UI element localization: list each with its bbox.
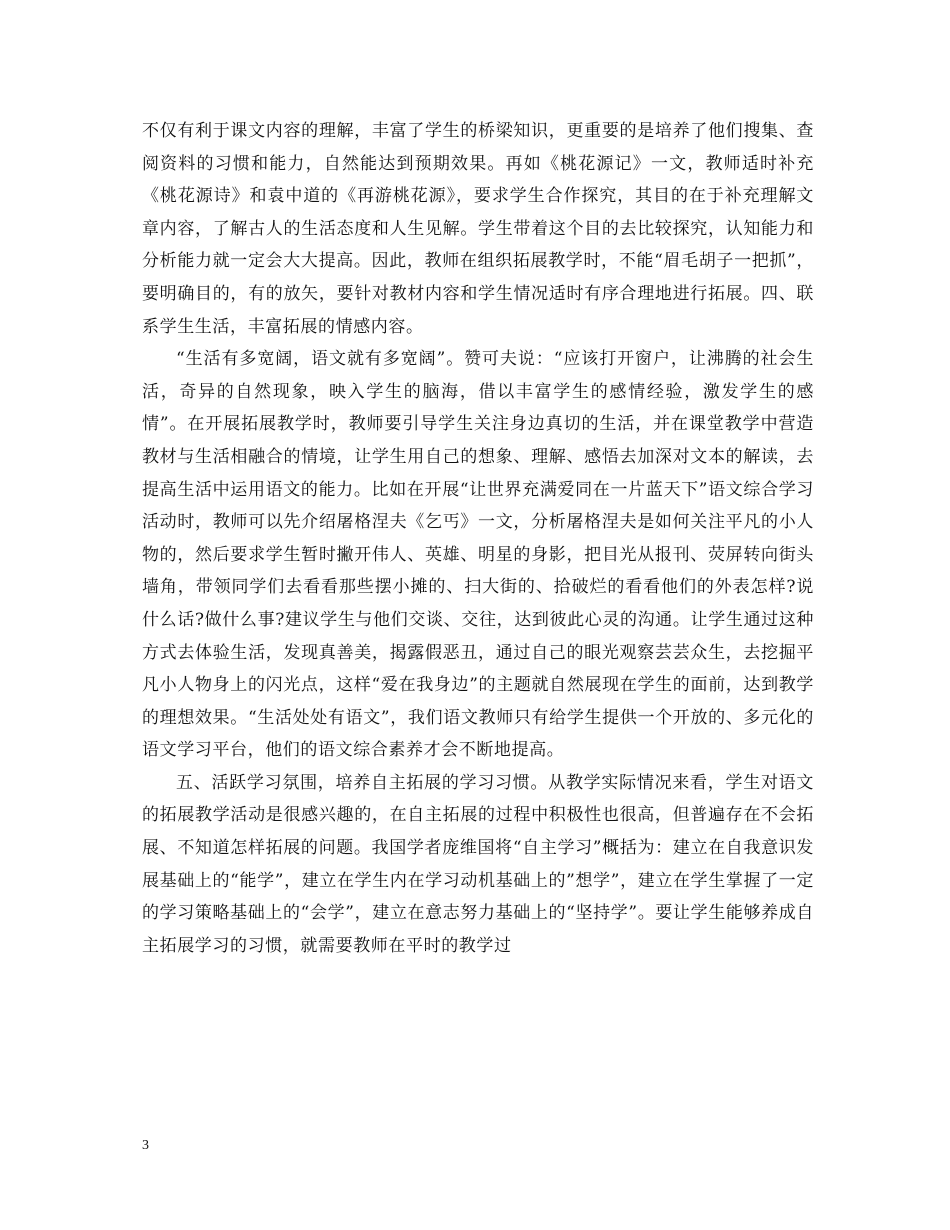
paragraph-1: 不仅有利于课文内容的理解，丰富了学生的桥梁知识，更重要的是培养了他们搜集、查阅资料的习惯和能力，自然能达到预期效果。再如《桃花源记》一文，教师适时补充《桃花源诗》和袁中道的《再游桃花源》，要求学生合作探究，其目的在于补充理解文章内容，了解古人的生活态度和人生见解。学生带着这个目的去比较探究，认知能力和分析能力就一定会大大提高。因此，教师在组织拓展教学时，不能“眉毛胡子一把抓”，要明确目的，有的放矢，要针对教材内容和学生情况适时有序合理地进行拓展。四、联系学生生活，丰富拓展的情感内容。 (142, 121, 814, 337)
page-number: 3 (142, 1138, 149, 1153)
document-body (142, 115, 814, 962)
paragraph-2: “生活有多宽阔，语文就有多宽阔”。赞可夫说：“应该打开窗户，让沸腾的社会生活，奇异的自然现象，映入学生的脑海，借以丰富学生的感情经验，激发学生的感情”。在开展拓展教学时，教师要引导学生关注身边真切的生活，并在课堂教学中营造教材与生活相融合的情境，让学生用自己的想象、理解、感悟去加深对文本的解读，去提高生活中运用语文的能力。比如在开展“让世界充满爱同在一片蓝天下”语文综合学习活动时，教师可以先介绍屠格涅夫《乞丐》一文，分析屠格涅夫是如何关注平凡的小人物的，然后要求学生暂时撇开伟人、英雄、明星的身影，把目光从报刊、荧屏转向街头墙角，带领同学们去看看那些摆小摊的、扫大街的、拾破烂的看看他们的外表怎样?说什么话?做什么事?建议学生与他们交谈、交往，达到彼此心灵的沟通。让学生通过这种方式去体验生活，发现真善美，揭露假恶丑，通过自己的眼光观察芸芸众生，去挖掘平凡小人物身上的闪光点，这样“爱在我身边”的主题就自然展现在学生的面前，达到教学的理想效果。“生活处处有语文”，我们语文教师只有给学生提供一个开放的、多元化的语文学习平台，他们的语文综合素养才会不断地提高。 (142, 349, 814, 761)
paragraph-3: 五、活跃学习氛围，培养自主拓展的学习习惯。从教学实际情况来看，学生对语文的拓展教学活动是很感兴趣的，在自主拓展的过程中积极性也很高，但普遍存在不会拓展、不知道怎样拓展的问题。我国学者庞维国将“自主学习”概括为：建立在自我意识发展基础上的“能学”，建立在学生内在学习动机基础上的”想学”，建立在学生掌握了一定的学习策略基础上的“会学”，建立在意志努力基础上的“坚持学”。要让学生能够养成自主拓展学习的习惯，就需要教师在平时的教学过 (142, 772, 814, 956)
